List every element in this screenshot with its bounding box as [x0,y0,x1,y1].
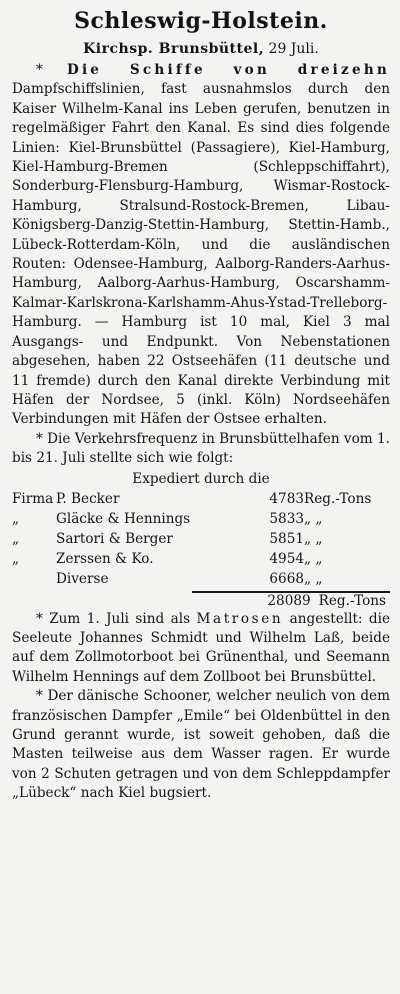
row-firm-name: Zerssen & Ko. [56,550,154,567]
section-title: Schleswig-Holstein. [74,8,328,34]
row-prefix: „ [12,550,20,567]
total-unit: Reg.-Tons [318,592,386,609]
row-tons: 6668 [269,570,304,587]
row-tons: 5851 [269,530,304,547]
row-tons: 4954 [269,550,304,567]
article-ship-lines: * Die Schiffe von dreizehn Dampfschiffslinien, fast ausnahmslos durch den Kaiser Wilhelm-Kanal ins Leben gerufen, benutzen in regelmäßiger Fahrt den Kanal. Es sind dies folgende Linien: Kiel-Brunsbüttel (Passagiere), Kiel-Hamburg, Kiel-Hamburg-Bremen (Schleppschiffahrt), Sonderburg-Flensburg-Hamburg, Wismar-Rostock-Hamburg, Stralsund-Rostock-Bremen, Libau-Königsberg-Danzig-Stettin-Hamburg, Stettin-Hamb., Lübeck-Rotterdam-Köln, und die ausländischen Routen: Odensee-Hamburg, Aalborg-Randers-Aarhus-Hamburg, Aalborg-Aarhus-Hamburg, Oscarshamm-Kalmar-Karlskrona-Karlshamm-Ahus-Ystad-Trelleborg-Hamburg. — Hamburg ist 10 mal, Kiel 3 mal Ausgangs- und Endpunkt. Von Nebenstationen abgesehen, haben 22 Ostseehäfen (11 deutsche und 11 fremde) durch den Kanal direkte Verbindung mit Häfen der Nordsee, 5 (inkl. Köln) Nordseehäfen Verbindungen mit Häfen der Ostsee erhalten. [12,62,390,428]
article-schooner: * Der dänische Schooner, welcher neulich von dem französischen Dampfer „Emile“ bei Oldenbüttel in den Grund gerannt wurde, ist soweit gehoben, daß die Masten teilweise aus dem Wasser ragen. Er wurde von 2 Schuten getragen und von dem Schleppdampfer „Lübeck“ nach Kiel bugsiert. [12,688,390,802]
article-traffic: * Die Verkehrsfrequenz in Brunsbüttelhafen vom 1. bis 21. Juli stellte sich wie folgt: [12,430,390,467]
tonnage-table [12,489,390,589]
row-tons: 4783 [269,490,304,507]
dateline-place: Kirchsp. Brunsbüttel, [83,41,265,57]
row-prefix: Firma [12,490,54,507]
total-tons: 28089 [267,592,311,609]
dateline-date: 29 Juli. [268,41,319,57]
row-firm-name: Sartori & Berger [56,530,173,547]
row-unit: „ „ [304,510,323,527]
article-schooner-body: Der dänische Schooner, welcher neulich von dem französischen Dampfer „Emile“ bei Oldenbüttel in den Grund gerannt wurde, ist soweit gehoben, daß die Masten teilweise aus dem Wasser ragen. Er wurde von 2 Schuten getragen und von dem Schleppdampfer „Lübeck“ nach Kiel bugsiert. [12,688,390,802]
row-unit: Reg.-Tons [304,490,372,507]
article-sailors-pre: Zum 1. Juli sind als [49,610,191,627]
table-row [12,549,390,569]
row-prefix: „ [12,530,20,547]
article-traffic-body: Die Verkehrsfrequenz in Brunsbüttelhafen vom 1. bis 21. Juli stellte sich wie folgt: [12,430,390,467]
table-row [12,509,390,529]
article-sailors: * Zum 1. Juli sind als Matrosen angestellt: die Seeleute Johannes Schmidt und Wilhelm Laß, beide auf dem Zollmotorboot bei Grünenthal, und Seemann Wilhelm Hennings auf dem Zollboot bei Brunsbüttel. [12,610,390,685]
article-sailors-word: Matrosen [196,610,284,627]
row-prefix [12,569,56,589]
table-row [12,569,390,589]
tonnage-total [12,593,390,610]
row-unit: „ „ [304,530,323,547]
row-firm-name: Diverse [56,570,109,587]
dateline [12,40,390,59]
article-ship-lines-body: Dampfschiffslinien, fast ausnahmslos durch den Kaiser Wilhelm-Kanal ins Leben gerufen, benutzen in regelmäßiger Fahrt den Kanal. Es sind dies folgende Linien: Kiel-Brunsbüttel (Passagiere), Kiel-Hamburg, Kiel-Hamburg-Bremen (Schleppschiffahrt), Sonderburg-Flensburg-Hamburg, Wismar-Rostock-Hamburg, Stralsund-Rostock-Bremen, Libau-Königsberg-Danzig-Stettin-Hamburg, Stettin-Hamb., Lübeck-Rotterdam-Köln, und die ausländischen Routen: Odensee-Hamburg, Aalborg-Randers-Aarhus-Hamburg, Aalborg-Aarhus-Hamburg, Oscarshamm-Kalmar-Karlskrona-Karlshamm-Ahus-Ystad-Trelleborg-Hamburg. — Hamburg ist 10 mal, Kiel 3 mal Ausgangs- und Endpunkt. Von Nebenstationen abgesehen, haben 22 Ostseehäfen (11 deutsche und 11 fremde) durch den Kanal direkte Verbindung mit Häfen der Nordsee, 5 (inkl. Köln) Nordseehäfen Verbindungen mit Häfen der Ostsee erhalten. [12,81,390,428]
article-ship-lines-lead: Die Schiffe von dreizehn [66,62,390,78]
row-firm-name: P. Becker [56,490,120,507]
row-firm-name: Gläcke & Hennings [56,510,191,527]
table-subhead: Expediert durch die [132,470,270,487]
row-unit: „ „ [304,550,323,567]
row-unit: „ „ [304,570,323,587]
row-prefix: „ [12,510,20,527]
article-sailors-body: angestellt: die Seeleute Johannes Schmidt und Wilhelm Laß, beide auf dem Zollmotorboot bei Grünenthal, und Seemann Wilhelm Hennings auf dem Zollboot bei Brunsbüttel. [12,610,390,685]
row-tons: 5833 [269,510,304,527]
table-row [12,529,390,549]
table-row [12,489,390,509]
